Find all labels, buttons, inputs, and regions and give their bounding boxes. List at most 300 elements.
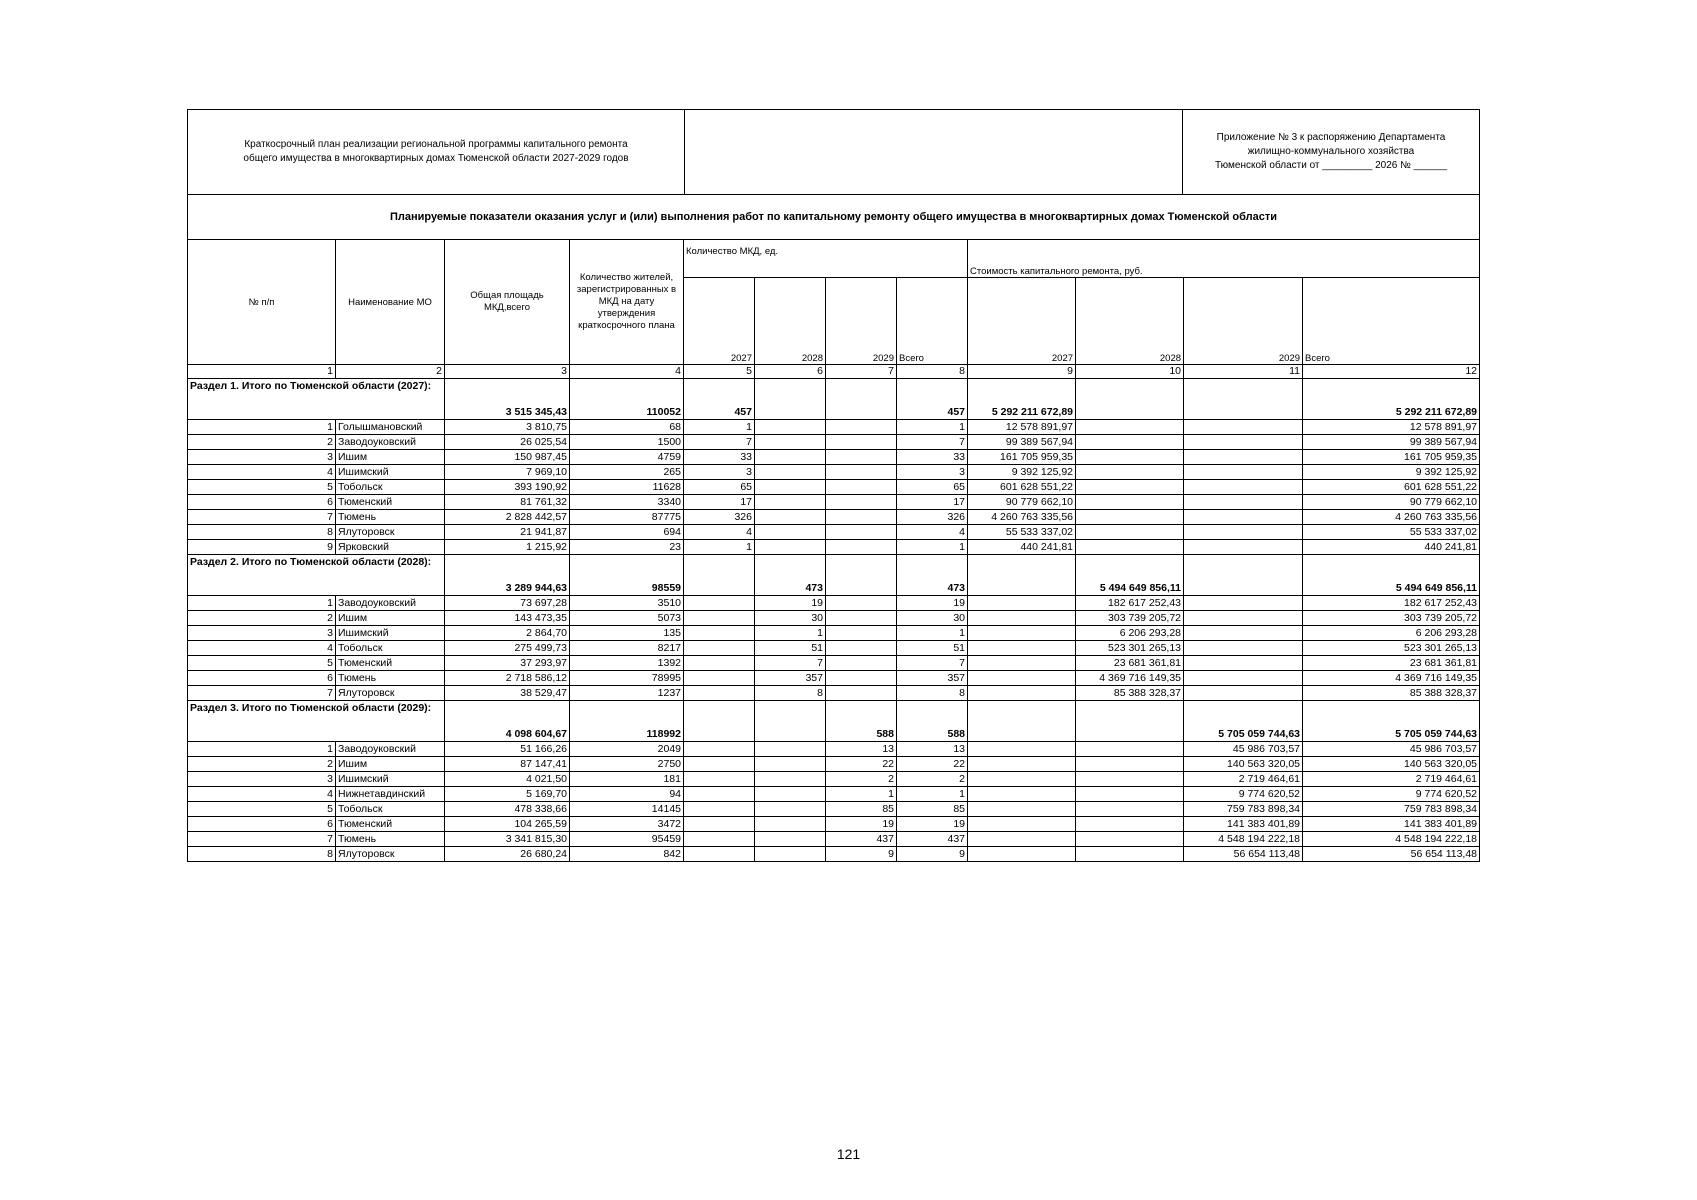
table-row	[188, 465, 1480, 480]
table-cell: 3	[188, 772, 336, 787]
table-cell: 275 499,73	[445, 641, 570, 656]
mo-name-cell: Тюменский	[336, 495, 445, 510]
table-cell: 601 628 551,22	[1303, 480, 1480, 495]
table-cell: 3	[684, 465, 755, 480]
table-cell: 4	[188, 465, 336, 480]
mo-name-cell: Ишим	[336, 450, 445, 465]
column-number-cell: 11	[1184, 365, 1303, 379]
table-cell: 182 617 252,43	[1076, 596, 1184, 611]
table-cell	[968, 656, 1076, 671]
table-cell: 85	[826, 802, 897, 817]
table-cell: 437	[897, 832, 968, 847]
table-cell: 440 241,81	[1303, 540, 1480, 555]
plan-title-line-1: Краткосрочный план реализации региональной программы капитального ремонта	[244, 139, 628, 150]
table-cell	[1184, 450, 1303, 465]
table-cell: 4	[684, 525, 755, 540]
table-cell: 87 147,41	[445, 757, 570, 772]
table-cell: 440 241,81	[968, 540, 1076, 555]
table-cell: 601 628 551,22	[968, 480, 1076, 495]
table-cell: 51 166,26	[445, 742, 570, 757]
table-cell	[1076, 540, 1184, 555]
report-sheet	[187, 109, 1479, 862]
table-cell	[968, 742, 1076, 757]
table-cell	[755, 450, 826, 465]
col-header-mkd-2027: 2027	[684, 278, 755, 365]
table-cell: 4	[897, 525, 968, 540]
section-total-cell	[1184, 379, 1303, 420]
section-total-cell: 473	[897, 555, 968, 596]
table-cell: 55 533 337,02	[968, 525, 1076, 540]
mo-name-cell: Тобольск	[336, 480, 445, 495]
table-cell: 357	[897, 671, 968, 686]
section-total-cell: 5 292 211 672,89	[968, 379, 1076, 420]
section-total-cell: 588	[826, 701, 897, 742]
mo-name-cell: Ишимский	[336, 626, 445, 641]
table-cell: 78995	[570, 671, 684, 686]
table-cell: 33	[684, 450, 755, 465]
table-cell: 8217	[570, 641, 684, 656]
table-cell	[755, 772, 826, 787]
table-cell	[755, 495, 826, 510]
table-row	[188, 671, 1480, 686]
table-cell	[1184, 435, 1303, 450]
table-cell: 85	[897, 802, 968, 817]
table-cell	[1076, 495, 1184, 510]
table-cell	[684, 742, 755, 757]
table-cell: 1	[188, 420, 336, 435]
table-cell: 90 779 662,10	[1303, 495, 1480, 510]
column-number-cell: 9	[968, 365, 1076, 379]
table-cell: 12 578 891,97	[1303, 420, 1480, 435]
table-cell	[826, 450, 897, 465]
table-cell	[755, 420, 826, 435]
table-cell	[1076, 847, 1184, 862]
appendix-line-1: Приложение № 3 к распоряжению Департамента	[1216, 132, 1446, 143]
page-number: 121	[836, 1146, 861, 1162]
table-cell: 33	[897, 450, 968, 465]
table-row	[188, 540, 1480, 555]
table-cell	[684, 802, 755, 817]
table-cell: 19	[897, 596, 968, 611]
table-cell: 5 169,70	[445, 787, 570, 802]
table-cell: 3 341 815,30	[445, 832, 570, 847]
table-cell: 1	[188, 596, 336, 611]
col-header-mo-name: Наименование МО	[336, 240, 445, 365]
table-cell: 65	[897, 480, 968, 495]
table-cell: 141 383 401,89	[1303, 817, 1480, 832]
table-cell: 5	[188, 656, 336, 671]
table-cell	[826, 435, 897, 450]
indicators-table	[187, 239, 1480, 862]
section-total-cell: 5 494 649 856,11	[1303, 555, 1480, 596]
section-total-cell	[1076, 701, 1184, 742]
table-cell	[826, 525, 897, 540]
table-cell	[968, 802, 1076, 817]
table-row	[188, 596, 1480, 611]
table-cell	[968, 787, 1076, 802]
table-cell	[1076, 450, 1184, 465]
mo-name-cell: Ярковский	[336, 540, 445, 555]
table-cell	[684, 626, 755, 641]
table-cell	[1076, 757, 1184, 772]
table-cell	[1076, 465, 1184, 480]
table-cell: 2 864,70	[445, 626, 570, 641]
table-cell: 7	[897, 435, 968, 450]
table-cell: 85 388 328,37	[1076, 686, 1184, 701]
table-cell	[755, 757, 826, 772]
table-cell	[968, 757, 1076, 772]
table-cell	[968, 596, 1076, 611]
appendix-line-3: Тюменской области от _________ 2026 № ______	[1214, 160, 1448, 171]
table-cell: 3 810,75	[445, 420, 570, 435]
table-cell	[826, 671, 897, 686]
table-cell: 694	[570, 525, 684, 540]
mo-name-cell: Заводоуковский	[336, 435, 445, 450]
table-cell: 7	[897, 656, 968, 671]
table-cell: 140 563 320,05	[1303, 757, 1480, 772]
table-cell	[968, 832, 1076, 847]
table-cell	[1076, 817, 1184, 832]
table-cell: 73 697,28	[445, 596, 570, 611]
table-cell: 22	[897, 757, 968, 772]
table-cell: 1	[826, 787, 897, 802]
table-row	[188, 832, 1480, 847]
table-cell: 4 369 716 149,35	[1303, 671, 1480, 686]
table-row	[188, 772, 1480, 787]
table-cell	[968, 772, 1076, 787]
table-cell	[968, 686, 1076, 701]
section-total-cell	[826, 379, 897, 420]
table-cell: 4	[188, 641, 336, 656]
table-cell: 1	[897, 626, 968, 641]
table-cell	[684, 847, 755, 862]
table-cell: 478 338,66	[445, 802, 570, 817]
table-cell: 3	[897, 465, 968, 480]
table-cell: 759 783 898,34	[1184, 802, 1303, 817]
table-cell: 1 215,92	[445, 540, 570, 555]
table-cell: 1	[188, 742, 336, 757]
table-cell: 51	[755, 641, 826, 656]
section-total-cell	[755, 701, 826, 742]
table-cell: 6	[188, 671, 336, 686]
table-cell: 2	[826, 772, 897, 787]
table-cell	[684, 656, 755, 671]
section-total-row	[188, 555, 1480, 596]
table-cell: 45 986 703,57	[1303, 742, 1480, 757]
table-cell: 1	[684, 540, 755, 555]
appendix-line-2: жилищно-коммунального хозяйства	[1247, 146, 1415, 157]
table-cell	[1076, 787, 1184, 802]
col-header-mkd-2028: 2028	[755, 278, 826, 365]
section-total-cell: 457	[897, 379, 968, 420]
table-cell	[1184, 626, 1303, 641]
section-title: Раздел 1. Итого по Тюменской области (2027):	[188, 379, 445, 420]
table-cell: 55 533 337,02	[1303, 525, 1480, 540]
table-cell: 1	[755, 626, 826, 641]
table-cell: 8	[755, 686, 826, 701]
table-cell: 2	[897, 772, 968, 787]
col-header-mkd-2029: 2029	[826, 278, 897, 365]
table-cell	[1184, 510, 1303, 525]
table-cell: 1500	[570, 435, 684, 450]
table-cell: 19	[897, 817, 968, 832]
mo-name-cell: Ялуторовск	[336, 686, 445, 701]
table-cell: 9 774 620,52	[1184, 787, 1303, 802]
table-cell	[826, 611, 897, 626]
table-cell	[826, 465, 897, 480]
table-cell: 7	[188, 510, 336, 525]
document-header	[187, 109, 1480, 240]
table-row	[188, 742, 1480, 757]
table-cell	[1184, 525, 1303, 540]
table-cell: 87775	[570, 510, 684, 525]
table-cell: 1	[897, 787, 968, 802]
table-body	[188, 365, 1480, 862]
table-cell: 4 260 763 335,56	[1303, 510, 1480, 525]
table-cell	[684, 671, 755, 686]
table-cell: 523 301 265,13	[1076, 641, 1184, 656]
table-cell	[1184, 611, 1303, 626]
table-cell: 2	[188, 435, 336, 450]
section-total-cell	[684, 701, 755, 742]
table-row	[188, 480, 1480, 495]
table-cell: 4	[188, 787, 336, 802]
mo-name-cell: Тюмень	[336, 832, 445, 847]
table-cell: 326	[684, 510, 755, 525]
table-cell: 45 986 703,57	[1184, 742, 1303, 757]
section-total-cell: 588	[897, 701, 968, 742]
table-cell: 23 681 361,81	[1076, 656, 1184, 671]
table-row	[188, 656, 1480, 671]
table-cell: 8	[897, 686, 968, 701]
table-cell	[755, 510, 826, 525]
table-cell: 23	[570, 540, 684, 555]
table-cell	[755, 480, 826, 495]
mo-name-cell: Заводоуковский	[336, 742, 445, 757]
table-cell: 5	[188, 480, 336, 495]
table-cell	[968, 817, 1076, 832]
table-cell	[684, 641, 755, 656]
table-cell: 11628	[570, 480, 684, 495]
table-cell: 4759	[570, 450, 684, 465]
table-cell: 56 654 113,48	[1303, 847, 1480, 862]
table-row	[188, 420, 1480, 435]
column-number-cell: 4	[570, 365, 684, 379]
col-header-cost-2028: 2028	[1076, 278, 1184, 365]
table-row	[188, 450, 1480, 465]
section-total-cell: 5 494 649 856,11	[1076, 555, 1184, 596]
table-cell: 99 389 567,94	[1303, 435, 1480, 450]
col-header-mkd-count: Количество МКД, ед.	[684, 240, 968, 278]
table-cell	[1184, 641, 1303, 656]
section-total-cell: 3 515 345,43	[445, 379, 570, 420]
table-cell: 303 739 205,72	[1303, 611, 1480, 626]
table-cell	[1184, 686, 1303, 701]
table-cell	[1076, 510, 1184, 525]
table-cell	[755, 540, 826, 555]
table-cell	[755, 802, 826, 817]
table-row	[188, 787, 1480, 802]
table-cell: 81 761,32	[445, 495, 570, 510]
table-cell: 437	[826, 832, 897, 847]
appendix-note-cell	[1183, 110, 1480, 195]
table-cell	[826, 495, 897, 510]
section-total-cell	[1184, 555, 1303, 596]
table-cell: 23 681 361,81	[1303, 656, 1480, 671]
mo-name-cell: Тюмень	[336, 671, 445, 686]
table-cell: 9 392 125,92	[968, 465, 1076, 480]
table-cell	[826, 626, 897, 641]
table-cell: 6 206 293,28	[1076, 626, 1184, 641]
section-total-cell	[1076, 379, 1184, 420]
table-cell	[826, 480, 897, 495]
table-cell	[1184, 480, 1303, 495]
table-cell: 7	[188, 686, 336, 701]
table-cell	[826, 641, 897, 656]
col-header-residents: Количество жителей, зарегистрированных в МКД на дату утверждения краткосрочного плана	[570, 240, 684, 365]
table-cell: 17	[684, 495, 755, 510]
column-number-cell: 10	[1076, 365, 1184, 379]
table-cell: 3510	[570, 596, 684, 611]
table-cell	[1184, 465, 1303, 480]
table-cell: 6	[188, 495, 336, 510]
table-cell: 94	[570, 787, 684, 802]
section-total-cell: 473	[755, 555, 826, 596]
table-cell: 1392	[570, 656, 684, 671]
section-total-cell: 4 098 604,67	[445, 701, 570, 742]
section-title: Раздел 3. Итого по Тюменской области (2029):	[188, 701, 445, 742]
table-cell: 99 389 567,94	[968, 435, 1076, 450]
col-header-cost-2029: 2029	[1184, 278, 1303, 365]
table-cell	[826, 686, 897, 701]
table-cell: 38 529,47	[445, 686, 570, 701]
table-cell	[1184, 671, 1303, 686]
table-cell: 13	[897, 742, 968, 757]
table-cell: 357	[755, 671, 826, 686]
table-cell	[684, 757, 755, 772]
column-number-row	[188, 365, 1480, 379]
table-cell	[968, 611, 1076, 626]
table-cell	[1076, 772, 1184, 787]
table-cell: 9 774 620,52	[1303, 787, 1480, 802]
table-cell	[755, 742, 826, 757]
table-cell: 19	[755, 596, 826, 611]
blank-header-cell	[685, 110, 1183, 195]
table-row	[188, 802, 1480, 817]
table-cell: 393 190,92	[445, 480, 570, 495]
table-cell: 2	[188, 611, 336, 626]
plan-title-cell	[188, 110, 685, 195]
section-total-cell: 110052	[570, 379, 684, 420]
table-cell	[755, 465, 826, 480]
table-cell	[755, 525, 826, 540]
table-cell: 4 548 194 222,18	[1303, 832, 1480, 847]
table-cell	[968, 847, 1076, 862]
col-header-cost-total: Всего	[1303, 278, 1480, 365]
table-cell: 303 739 205,72	[1076, 611, 1184, 626]
mo-name-cell: Ишимский	[336, 465, 445, 480]
table-cell	[755, 817, 826, 832]
mo-name-cell: Тюменский	[336, 656, 445, 671]
table-cell: 2 719 464,61	[1184, 772, 1303, 787]
section-total-cell: 457	[684, 379, 755, 420]
mo-name-cell: Голышмановский	[336, 420, 445, 435]
table-cell: 12 578 891,97	[968, 420, 1076, 435]
table-cell: 5073	[570, 611, 684, 626]
table-cell	[1076, 742, 1184, 757]
mo-name-cell: Ишим	[336, 757, 445, 772]
table-cell: 4 369 716 149,35	[1076, 671, 1184, 686]
table-cell: 30	[755, 611, 826, 626]
table-row	[188, 510, 1480, 525]
table-cell: 3340	[570, 495, 684, 510]
table-cell	[684, 772, 755, 787]
table-cell: 26 680,24	[445, 847, 570, 862]
section-total-cell	[684, 555, 755, 596]
table-cell: 6	[188, 817, 336, 832]
table-cell	[684, 611, 755, 626]
table-cell: 8	[188, 525, 336, 540]
table-cell: 842	[570, 847, 684, 862]
table-cell: 3	[188, 450, 336, 465]
table-cell	[1076, 802, 1184, 817]
section-total-cell: 118992	[570, 701, 684, 742]
table-cell: 523 301 265,13	[1303, 641, 1480, 656]
section-total-cell: 3 289 944,63	[445, 555, 570, 596]
table-row	[188, 525, 1480, 540]
table-cell	[826, 656, 897, 671]
table-cell: 37 293,97	[445, 656, 570, 671]
table-cell	[968, 626, 1076, 641]
column-number-cell: 7	[826, 365, 897, 379]
table-cell: 68	[570, 420, 684, 435]
table-cell: 7	[684, 435, 755, 450]
table-cell: 2 718 586,12	[445, 671, 570, 686]
table-cell: 161 705 959,35	[968, 450, 1076, 465]
table-cell: 7	[755, 656, 826, 671]
table-cell	[1076, 420, 1184, 435]
table-cell: 143 473,35	[445, 611, 570, 626]
mo-name-cell: Тюмень	[336, 510, 445, 525]
table-cell	[1184, 540, 1303, 555]
table-cell: 30	[897, 611, 968, 626]
table-cell	[826, 510, 897, 525]
table-cell	[1076, 435, 1184, 450]
table-cell: 51	[897, 641, 968, 656]
table-cell	[1184, 420, 1303, 435]
table-cell: 104 265,59	[445, 817, 570, 832]
table-cell: 2049	[570, 742, 684, 757]
table-cell: 1237	[570, 686, 684, 701]
table-cell	[684, 686, 755, 701]
table-row	[188, 757, 1480, 772]
column-number-cell: 2	[336, 365, 445, 379]
table-cell: 1	[684, 420, 755, 435]
table-cell: 141 383 401,89	[1184, 817, 1303, 832]
table-row	[188, 817, 1480, 832]
table-cell: 26 025,54	[445, 435, 570, 450]
table-cell: 1	[897, 540, 968, 555]
mo-name-cell: Нижнетавдинский	[336, 787, 445, 802]
section-total-cell: 5 705 059 744,63	[1303, 701, 1480, 742]
table-cell	[1076, 480, 1184, 495]
table-cell: 19	[826, 817, 897, 832]
table-cell: 4 021,50	[445, 772, 570, 787]
table-cell: 182 617 252,43	[1303, 596, 1480, 611]
column-number-cell: 12	[1303, 365, 1480, 379]
table-cell: 14145	[570, 802, 684, 817]
section-total-row	[188, 379, 1480, 420]
